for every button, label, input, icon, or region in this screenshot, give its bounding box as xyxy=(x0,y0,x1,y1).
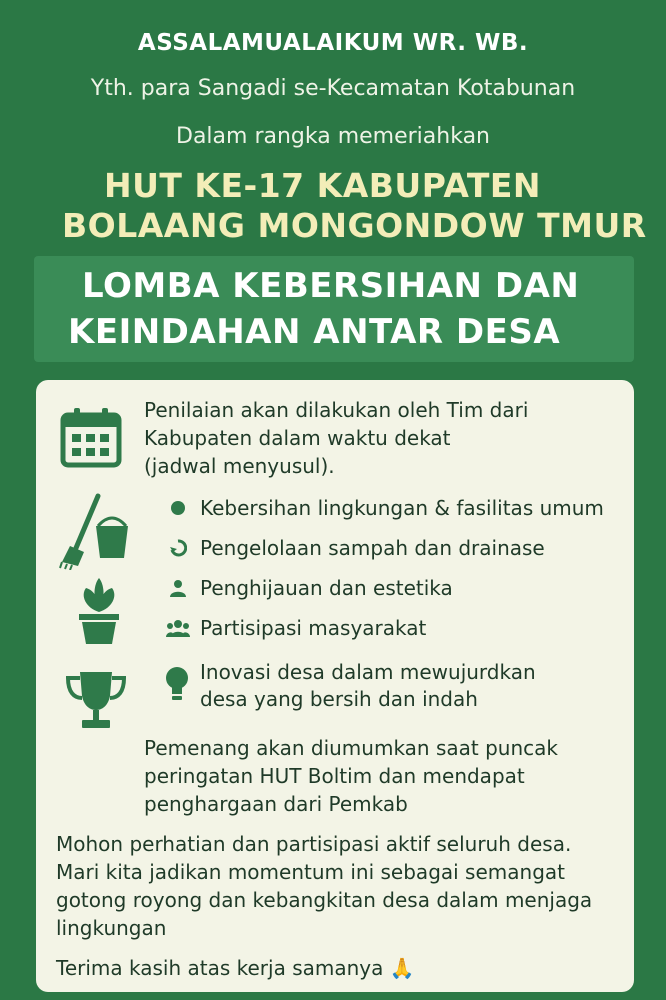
winner-line3: penghargaan dari Pemkab xyxy=(144,792,408,816)
closing-line4: lingkungan xyxy=(56,916,167,940)
broom-bucket-icon xyxy=(58,492,132,570)
info-card xyxy=(36,380,634,992)
person-icon xyxy=(169,579,187,597)
calendar-icon xyxy=(60,406,122,468)
banner-line2: KEINDAHAN ANTAR DESA xyxy=(68,312,561,352)
closing-line2: Mari kita jadikan momentum ini sebagai semangat xyxy=(56,860,565,884)
thanks-label: Terima kasih atas kerja samanya xyxy=(56,956,384,980)
competition-banner xyxy=(34,256,634,362)
hut-title-line1: HUT KE-17 KABUPATEN xyxy=(104,166,542,205)
intro-text: Dalam rangka memeriahkan xyxy=(176,124,490,149)
greeting: ASSALAMUALAIKUM WR. WB. xyxy=(137,30,529,56)
plant-icon xyxy=(76,578,122,646)
recycle-icon xyxy=(169,539,187,557)
criteria-item: Penghijauan dan estetika xyxy=(200,576,453,600)
criteria-item: Partisipasi masyarakat xyxy=(200,616,427,640)
winner-line1: Pemenang akan diumumkan saat puncak xyxy=(144,736,558,760)
criteria-item: Kebersihan lingkungan & fasilitas umum xyxy=(200,496,604,520)
closing-line3: gotong royong dan kebangkitan desa dalam menjaga xyxy=(56,888,593,912)
praying-hands-icon: 🙏 xyxy=(389,956,415,980)
addressee: Yth. para Sangadi se-Kecamatan Kotabunan xyxy=(90,76,576,101)
lightbulb-icon xyxy=(164,666,190,702)
banner-line1: LOMBA KEBERSIHAN DAN xyxy=(82,266,580,306)
trophy-icon xyxy=(64,668,128,732)
people-icon xyxy=(166,619,190,637)
assessment-line2: Kabupaten dalam waktu dekat xyxy=(144,426,451,450)
thanks-text xyxy=(56,954,415,982)
criteria-item: Inovasi desa dalam mewujurdkan xyxy=(200,660,536,684)
assessment-line1: Penilaian akan dilakukan oleh Tim dari xyxy=(144,398,529,422)
closing-line1: Mohon perhatian dan partisipasi aktif seluruh desa. xyxy=(56,832,572,856)
hut-title-line2: BOLAANG MONGONDOW TMUR xyxy=(62,206,647,245)
assessment-line3: (jadwal menyusul). xyxy=(144,454,335,478)
criteria-item-cont: desa yang bersih dan indah xyxy=(200,687,478,711)
criteria-item: Pengelolaan sampah dan drainase xyxy=(200,536,545,560)
winner-line2: peringatan HUT Boltim dan mendapat xyxy=(144,764,525,788)
dot-icon xyxy=(170,500,186,516)
